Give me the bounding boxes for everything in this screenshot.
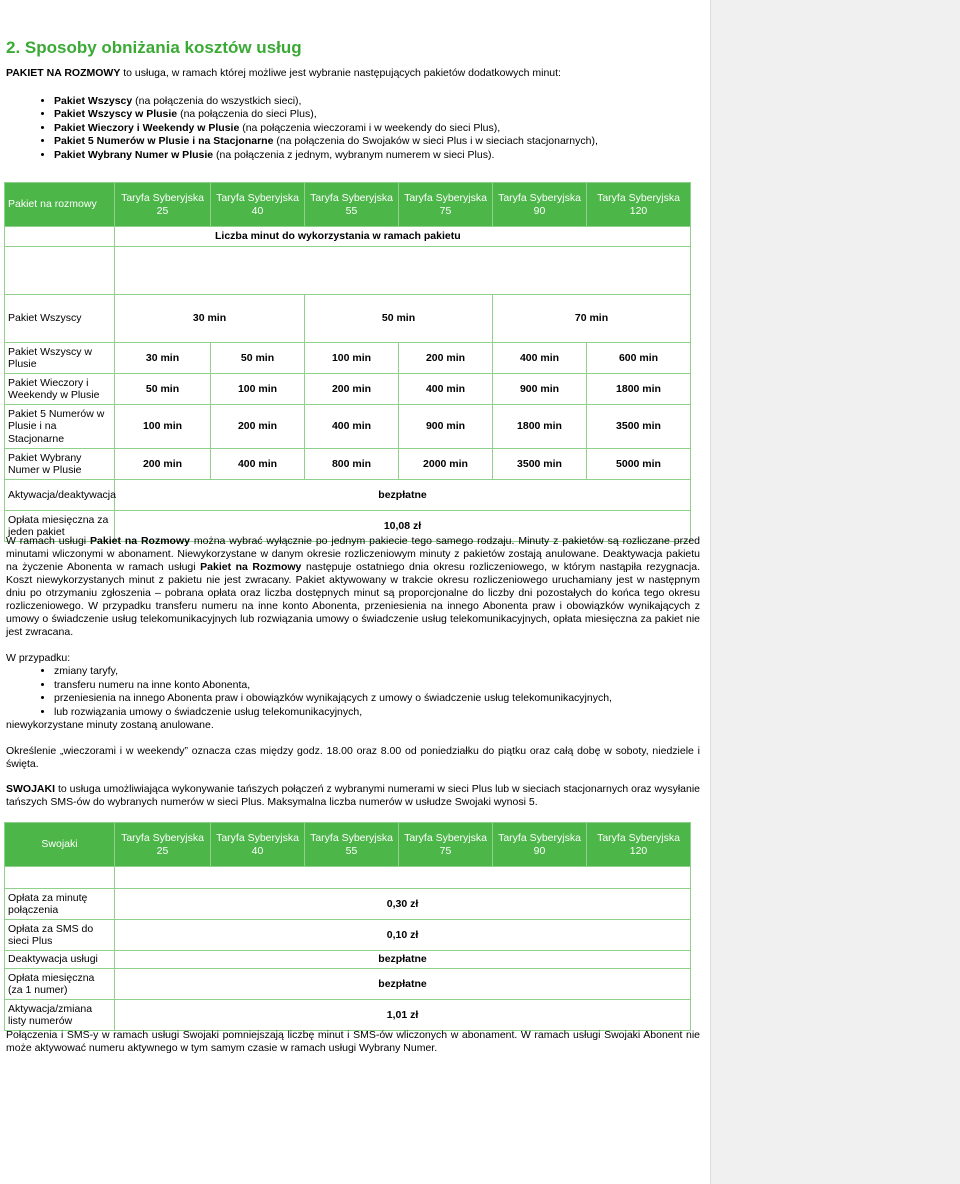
text-span: to usługa umożliwiająca wykonywanie tańszych połączeń z wybranymi numerami w sieci Plus lub w sieciach stacjonarnych oraz wysyłanie tańszych SMS-ów do wybranych numerów w sieci Plus. Maksymalna liczba numerów w usłudze Swojaki wynosi 5.	[6, 783, 700, 808]
table-corner: Swojaki	[5, 823, 115, 867]
table-cell: 100 min	[305, 343, 399, 374]
package-name: Pakiet 5 Numerów w Plusie i na Stacjonarne	[54, 135, 274, 148]
table-row	[5, 1000, 691, 1031]
row-label: Deaktywacja usługi	[5, 951, 115, 969]
table-row	[5, 480, 691, 511]
table-header-row	[5, 823, 691, 867]
table-cell: 100 min	[211, 374, 305, 405]
table-cell: 0,10 zł	[115, 920, 691, 951]
table-cell: 900 min	[493, 374, 587, 405]
table-row	[5, 295, 691, 343]
row-label: Pakiet Wybrany Numer w Plusie	[5, 449, 115, 480]
list-item	[54, 135, 704, 148]
list-item: • lub rozwiązania umowy o świadczenie usług telekomunikacyjnych,	[54, 706, 612, 720]
tariff-header: Taryfa Syberyjska 55	[305, 823, 399, 867]
empty-cell	[5, 227, 115, 247]
table-cell: 30 min	[115, 295, 305, 343]
text-span: W ramach usługi	[6, 535, 91, 547]
table-gap-row	[5, 867, 691, 889]
package-name: Pakiet Wybrany Numer w Plusie	[54, 148, 214, 161]
evening-definition: Określenie „wieczorami i w weekendy” oznacza czas między godz. 18.00 oraz 8.00 od poniedziałku do piątku oraz całą dobę w soboty, niedziele i święta.	[6, 745, 700, 770]
package-desc: (na połączenia do Swojaków w sieci Plus i w sieciach stacjonarnych),	[273, 135, 598, 148]
package-name: Pakiet Wieczory i Weekendy w Plusie	[54, 121, 240, 134]
swojaki-table	[4, 822, 691, 1031]
minutes-subheader: Liczba minut do wykorzystania w ramach pakietu	[115, 227, 691, 247]
table-cell: 50 min	[115, 374, 211, 405]
swojaki-intro	[6, 783, 700, 809]
row-label: Opłata za SMS do sieci Plus	[5, 920, 115, 951]
table-row	[5, 343, 691, 374]
table-cell: 600 min	[587, 343, 691, 374]
table-header-row	[5, 183, 691, 227]
row-label: Opłata za minutę połączenia	[5, 889, 115, 920]
row-label: Opłata miesięczna (za 1 numer)	[5, 969, 115, 1000]
table-cell: 50 min	[305, 295, 493, 343]
tariff-header: Taryfa Syberyjska 75	[399, 183, 493, 227]
row-label: Pakiet Wieczory i Weekendy w Plusie	[5, 374, 115, 405]
table-row	[5, 374, 691, 405]
intro-text: to usługa, w ramach której możliwe jest wybranie następujących pakietów dodatkowych minut:	[120, 67, 561, 79]
empty-cell	[115, 247, 691, 295]
intro-paragraph	[6, 67, 706, 80]
table-cell: 800 min	[305, 449, 399, 480]
table-cell: 5000 min	[587, 449, 691, 480]
table-cell: 400 min	[305, 405, 399, 449]
table-cell: 900 min	[399, 405, 493, 449]
row-label: Pakiet 5 Numerów w Plusie i na Stacjonarne	[5, 405, 115, 449]
package-name: Pakiet Wszyscy w Plusie	[54, 108, 178, 121]
tariff-header: Taryfa Syberyjska 90	[493, 823, 587, 867]
table-gap-row	[5, 247, 691, 295]
table-cell: 400 min	[211, 449, 305, 480]
table-cell: bezpłatne	[115, 969, 691, 1000]
row-label: Pakiet Wszyscy	[5, 295, 115, 343]
empty-cell	[5, 247, 115, 295]
row-label: Aktywacja/zmiana listy numerów	[5, 1000, 115, 1031]
package-list	[34, 95, 704, 162]
tariff-header: Taryfa Syberyjska 40	[211, 183, 305, 227]
row-label: Opłata miesięczna za jeden pakiet	[5, 511, 115, 542]
package-desc: (na połączenia z jednym, wybranym numerem w sieci Plus).	[213, 148, 495, 161]
table-cell: 10,08 zł	[115, 511, 691, 542]
table-row	[5, 951, 691, 969]
list-item	[54, 149, 704, 162]
tariff-header: Taryfa Syberyjska 120	[587, 183, 691, 227]
table-row	[5, 920, 691, 951]
table-cell: 50 min	[211, 343, 305, 374]
term: SWOJAKI	[6, 783, 56, 795]
table-corner: Pakiet na rozmowy	[5, 183, 115, 227]
table-cell: 1800 min	[493, 405, 587, 449]
table-cell: 100 min	[115, 405, 211, 449]
text-span: następuje ostatniego dnia okresu rozliczeniowego, w którym nastąpiła rezygnacja. Koszt niewykorzystanych minut z pakietu nie jest zwracany. Pakiet aktywowany w trakcie okresu rozliczeniowego uruchamiany jest w następnym dniu po otrzymaniu zgłoszenia – pobrana opłata oraz liczba dostępnych minut są proporcjonalne do liczby dni pozostałych do końca tego okresu rozliczeniowego. W przypadku transferu numeru na inne konto Abonenta, przeniesienia na innego Abonenta praw i obowiązków wynikających z umowy o świadczenie usług telekomunikacyjnych lub rozwiązania umowy o świadczenie usług telekomunikacyjnych, opłata miesięczna za pakiet nie jest zwracana.	[6, 561, 700, 638]
term: Pakiet na Rozmowy	[200, 561, 302, 573]
comment-margin	[710, 0, 960, 1184]
table-row	[5, 449, 691, 480]
cases-outro: niewykorzystane minuty zostaną anulowane.	[6, 719, 214, 731]
list-item	[54, 108, 704, 121]
tariff-header: Taryfa Syberyjska 40	[211, 823, 305, 867]
table-cell: 1,01 zł	[115, 1000, 691, 1031]
table-cell: 2000 min	[399, 449, 493, 480]
row-label: Aktywacja/deaktywacja	[5, 480, 115, 511]
list-item: • transferu numeru na inne konto Abonenta,	[54, 679, 612, 693]
term: Pakiet na Rozmowy	[90, 535, 190, 547]
tariff-header: Taryfa Syberyjska 90	[493, 183, 587, 227]
table-row	[5, 969, 691, 1000]
list-item: • zmiany taryfy,	[54, 665, 612, 679]
table-cell: 400 min	[399, 374, 493, 405]
table-cell: 400 min	[493, 343, 587, 374]
tariff-header: Taryfa Syberyjska 55	[305, 183, 399, 227]
table-cell: 200 min	[399, 343, 493, 374]
package-desc: (na połączenia do wszystkich sieci),	[132, 95, 302, 107]
pakiet-na-rozmowy-table	[4, 182, 691, 542]
list-item	[54, 122, 704, 135]
package-desc: (na połączenia do sieci Plus),	[177, 108, 317, 121]
table-row	[5, 405, 691, 449]
tariff-header: Taryfa Syberyjska 25	[115, 183, 211, 227]
table-row	[5, 889, 691, 920]
table-cell: 3500 min	[587, 405, 691, 449]
intro-term: PAKIET NA ROZMOWY	[6, 67, 121, 79]
row-label: Pakiet Wszyscy w Plusie	[5, 343, 115, 374]
cases-intro: W przypadku:	[6, 652, 71, 664]
table-cell: 30 min	[115, 343, 211, 374]
package-desc: (na połączenia wieczorami i w weekendy do sieci Plus),	[239, 121, 501, 134]
package-name: Pakiet Wszyscy	[54, 95, 133, 107]
pakiet-paragraph	[6, 535, 700, 639]
table-cell: 0,30 zł	[115, 889, 691, 920]
list-item: • przeniesienia na innego Abonenta praw i obowiązków wynikających z umowy o świadczenie usług telekomunikacyjnych,	[54, 692, 612, 706]
table-cell: bezpłatne	[115, 480, 691, 511]
empty-cell	[115, 867, 691, 889]
table-cell: 70 min	[493, 295, 691, 343]
table-cell: bezpłatne	[115, 951, 691, 969]
empty-cell	[5, 867, 115, 889]
tariff-header: Taryfa Syberyjska 75	[399, 823, 493, 867]
tariff-header: Taryfa Syberyjska 25	[115, 823, 211, 867]
section-title: 2. Sposoby obniżania kosztów usług	[6, 38, 302, 57]
table-cell: 200 min	[305, 374, 399, 405]
tariff-header: Taryfa Syberyjska 120	[587, 823, 691, 867]
table-cell: 3500 min	[493, 449, 587, 480]
table-subheader-row	[5, 227, 691, 247]
text-span: można wybrać wyłącznie po jednym pakiecie tego samego rodzaju. Minuty z pakietów są rozliczane przed minutami wliczonymi w abonament. Niewykorzystane w danym okresie rozliczeniowym minuty z pakietów zostają anulowane. Deaktywacja pakietu na życzenie Abonenta w ramach usługi	[6, 535, 700, 573]
list-item	[54, 95, 704, 108]
cases-list	[34, 665, 612, 719]
table-cell: 200 min	[115, 449, 211, 480]
table-cell: 1800 min	[587, 374, 691, 405]
final-paragraph: Połączenia i SMS-y w ramach usługi Swojaki pomniejszają liczbę minut i SMS-ów wliczonych w abonament. W ramach usługi Swojaki Abonent nie może aktywować numeru aktywnego w tym samym czasie w ramach usługi Wybrany Numer.	[6, 1029, 700, 1054]
table-cell: 200 min	[211, 405, 305, 449]
